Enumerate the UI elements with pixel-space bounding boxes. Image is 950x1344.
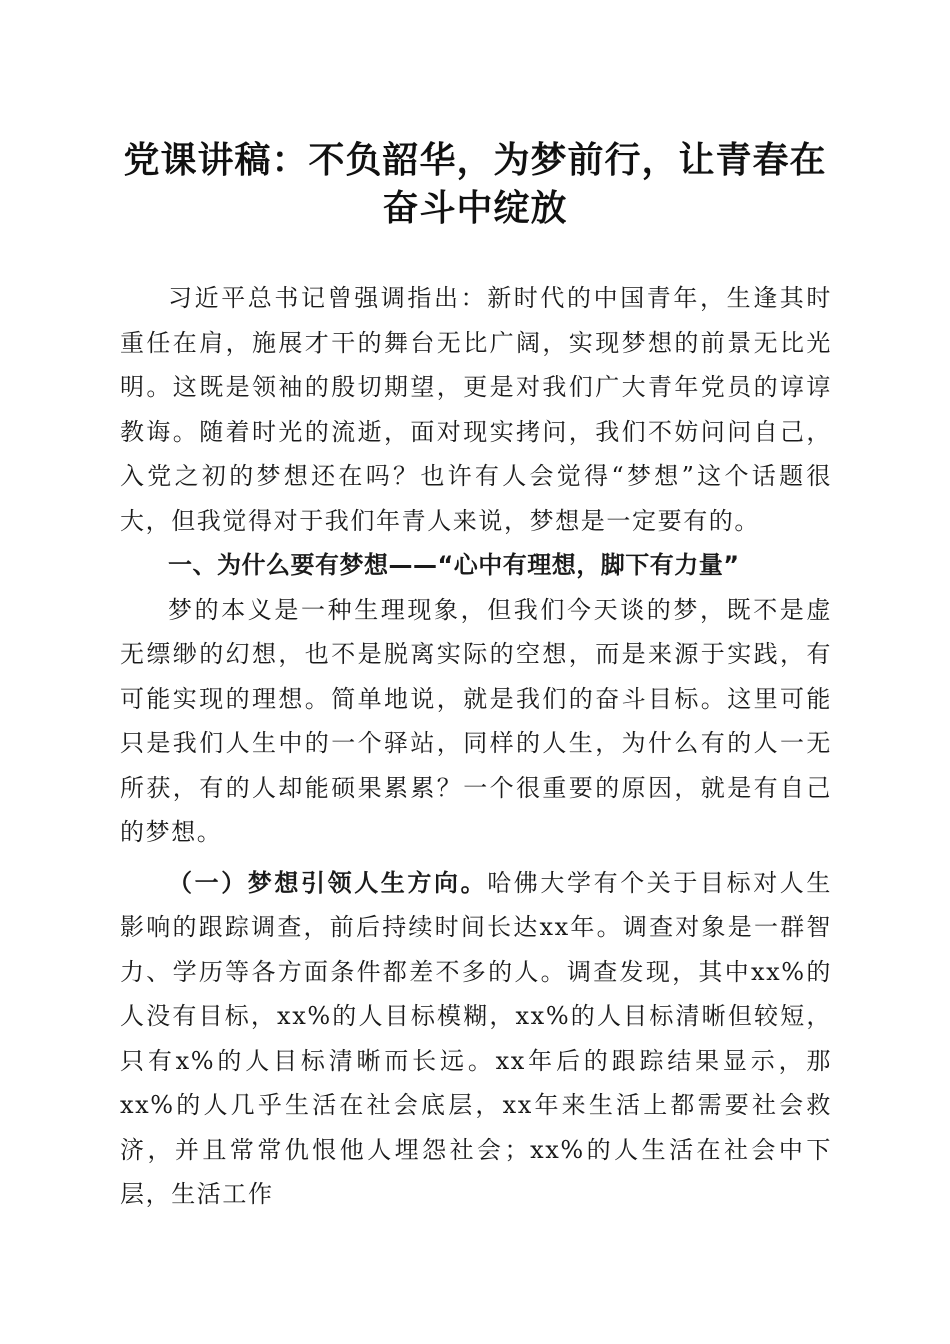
subsection-text: 哈佛大学有个关于目标对人生影响的跟踪调查，前后持续时间长达xx年。调查对象是一群智力、学历等各方面条件都差不多的人。调查发现，其中xx%的人没有目标，xx%的人目标模糊，xx%的人目标清晰但较短，只有x%的人目标清晰而长远。xx年后的跟踪结果显示，那xx%的人几乎生活在社会底层，xx年来生活上都需要社会救济，并且常常仇恨他人埋怨社会；xx%的人生活在社会中下层，生活工作 bbox=[120, 868, 832, 1208]
document-body bbox=[120, 276, 832, 1217]
subsection-paragraph bbox=[120, 861, 832, 1217]
document-title: 党课讲稿：不负韶华，为梦前行，让青春在奋斗中绽放 bbox=[123, 139, 827, 229]
section-heading: 一、为什么要有梦想——“心中有理想，脚下有力量” bbox=[168, 551, 740, 579]
section-body-paragraph: 梦的本义是一种生理现象，但我们今天谈的梦，既不是虚无缥缈的幻想，也不是脱离实际的空想，而是来源于实践，有可能实现的理想。简单地说，就是我们的奋斗目标。这里可能只是我们人生中的一个驿站，同样的人生，为什么有的人一无所获，有的人却能硕果累累？一个很重要的原因，就是有自己的梦想。 bbox=[120, 595, 832, 846]
intro-paragraph: 习近平总书记曾强调指出：新时代的中国青年，生逢其时重任在肩，施展才干的舞台无比广阔，实现梦想的前景无比光明。这既是领袖的殷切期望，更是对我们广大青年党员的谆谆教诲。随着时光的流逝，面对现实拷问，我们不妨问问自己，入党之初的梦想还在吗？也许有人会觉得“梦想”这个话题很大，但我觉得对于我们年青人来说，梦想是一定要有的。 bbox=[120, 284, 832, 535]
subsection-lead: （一）梦想引领人生方向。 bbox=[168, 867, 488, 897]
